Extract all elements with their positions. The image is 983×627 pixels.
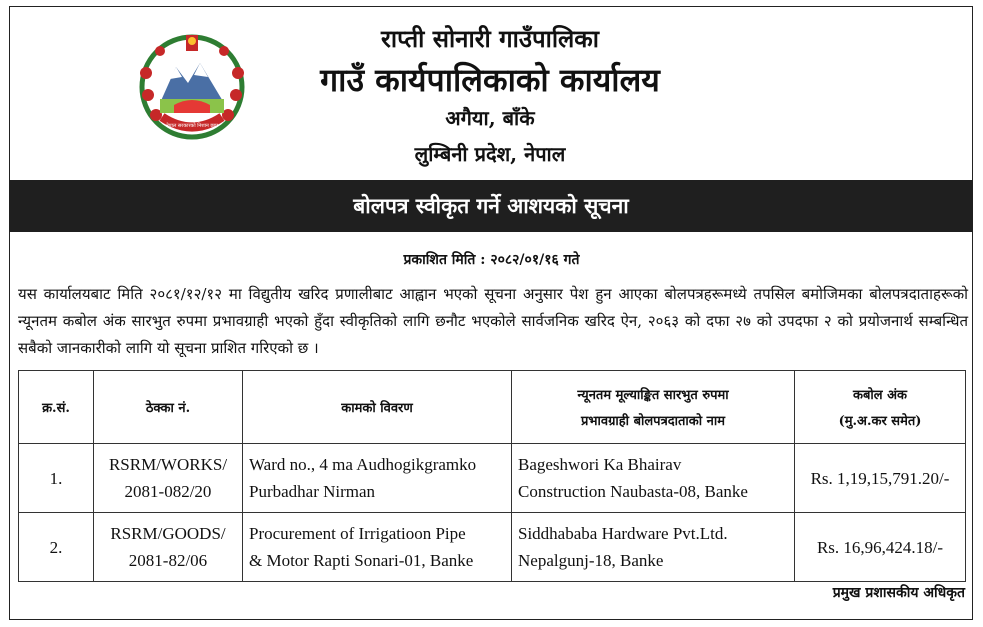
municipality-name: राप्ती सोनारी गाउँपालिका	[381, 24, 599, 53]
contract-no-line2: 2081-82/06	[128, 551, 208, 570]
header-sn: क्र.सं.	[19, 371, 94, 444]
row-bidder	[512, 513, 795, 582]
header-amount-line2: (मु.अ.कर समेत)	[838, 414, 922, 429]
description-line1: Procurement of Irrigatioon Pipe	[249, 524, 466, 543]
contract-no-line1: RSRM/WORKS/	[108, 455, 228, 474]
description-line2: & Motor Rapti Sonari-01, Banke	[249, 551, 474, 570]
office-location: अगैया, बाँके	[445, 106, 535, 130]
row-amount: Rs. 16,96,424.18/-	[795, 513, 966, 582]
description-line1: Ward no., 4 ma Audhogikgramko	[249, 455, 477, 474]
row-sn: 1.	[19, 444, 94, 513]
bidder-line1: Bageshwori Ka Bhairav	[518, 455, 682, 474]
row-amount: Rs. 1,19,15,791.20/-	[795, 444, 966, 513]
table-row	[19, 513, 966, 582]
header-bidder-line2: प्रभावग्राही बोलपत्रदाताको नाम	[580, 414, 726, 429]
header-amount	[795, 371, 966, 444]
row-bidder	[512, 444, 795, 513]
notice-body: यस कार्यालयबाट मिति २०८१/१२/१२ मा विद्युतीय खरिद प्रणालीबाट आह्वान भएको सूचना अनुसार पेश हुन आएका बोलपत्रहरूमध्ये तपसिल बमोजिमका बोलपत्रदाताहरूको न्यूनतम कबोल अंक सारभुत रुपमा प्रभावग्राही भएको हुँदा स्वीकृतिको लागि छनौट भएकोले सार्वजनिक खरिद ऐन, २०६३ को दफा २७ को उपदफा २ को प्रयोजनार्थ सम्बन्धित सबैको जानकारीको लागि यो सूचना प्राशित गरिएको छ ।	[18, 285, 968, 357]
description-line2: Purbadhar Nirman	[249, 482, 376, 501]
row-description	[243, 444, 512, 513]
signoff-title: प्रमुख प्रशासकीय अधिकृत	[832, 585, 965, 601]
published-date: प्रकाशित मिति : २०८२/०१/१६ गते	[403, 252, 580, 268]
bidder-line1: Siddhababa Hardware Pvt.Ltd.	[518, 524, 728, 543]
row-sn: 2.	[19, 513, 94, 582]
row-description	[243, 513, 512, 582]
contract-no-line2: 2081-082/20	[124, 482, 212, 501]
nepal-emblem-icon	[134, 33, 250, 143]
header-amount-line1: कबोल अंक	[852, 388, 908, 403]
table-header-row	[19, 371, 966, 444]
svg-text:नेपाल सरकारको निशान छाप: नेपाल सरकारको निशान छाप	[166, 123, 218, 129]
header-bidder-line1: न्यूनतम मूल्याङ्कित सारभुत रुपमा	[577, 388, 729, 403]
office-name: गाउँ कार्यपालिकाको कार्यालय	[320, 61, 660, 99]
bid-table	[18, 370, 966, 582]
bidder-line2: Construction Naubasta-08, Banke	[518, 482, 748, 501]
table-row	[19, 444, 966, 513]
bidder-line2: Nepalgunj-18, Banke	[518, 551, 664, 570]
province-name: लुम्बिनी प्रदेश, नेपाल	[414, 142, 566, 166]
notice-title-banner: बोलपत्र स्वीकृत गर्ने आशयको सूचना	[9, 180, 973, 232]
row-contract-no	[94, 513, 243, 582]
contract-no-line1: RSRM/GOODS/	[110, 524, 226, 543]
row-contract-no	[94, 444, 243, 513]
header-contract-no: ठेक्का नं.	[94, 371, 243, 444]
header-description: कामको विवरण	[243, 371, 512, 444]
header-bidder	[512, 371, 795, 444]
